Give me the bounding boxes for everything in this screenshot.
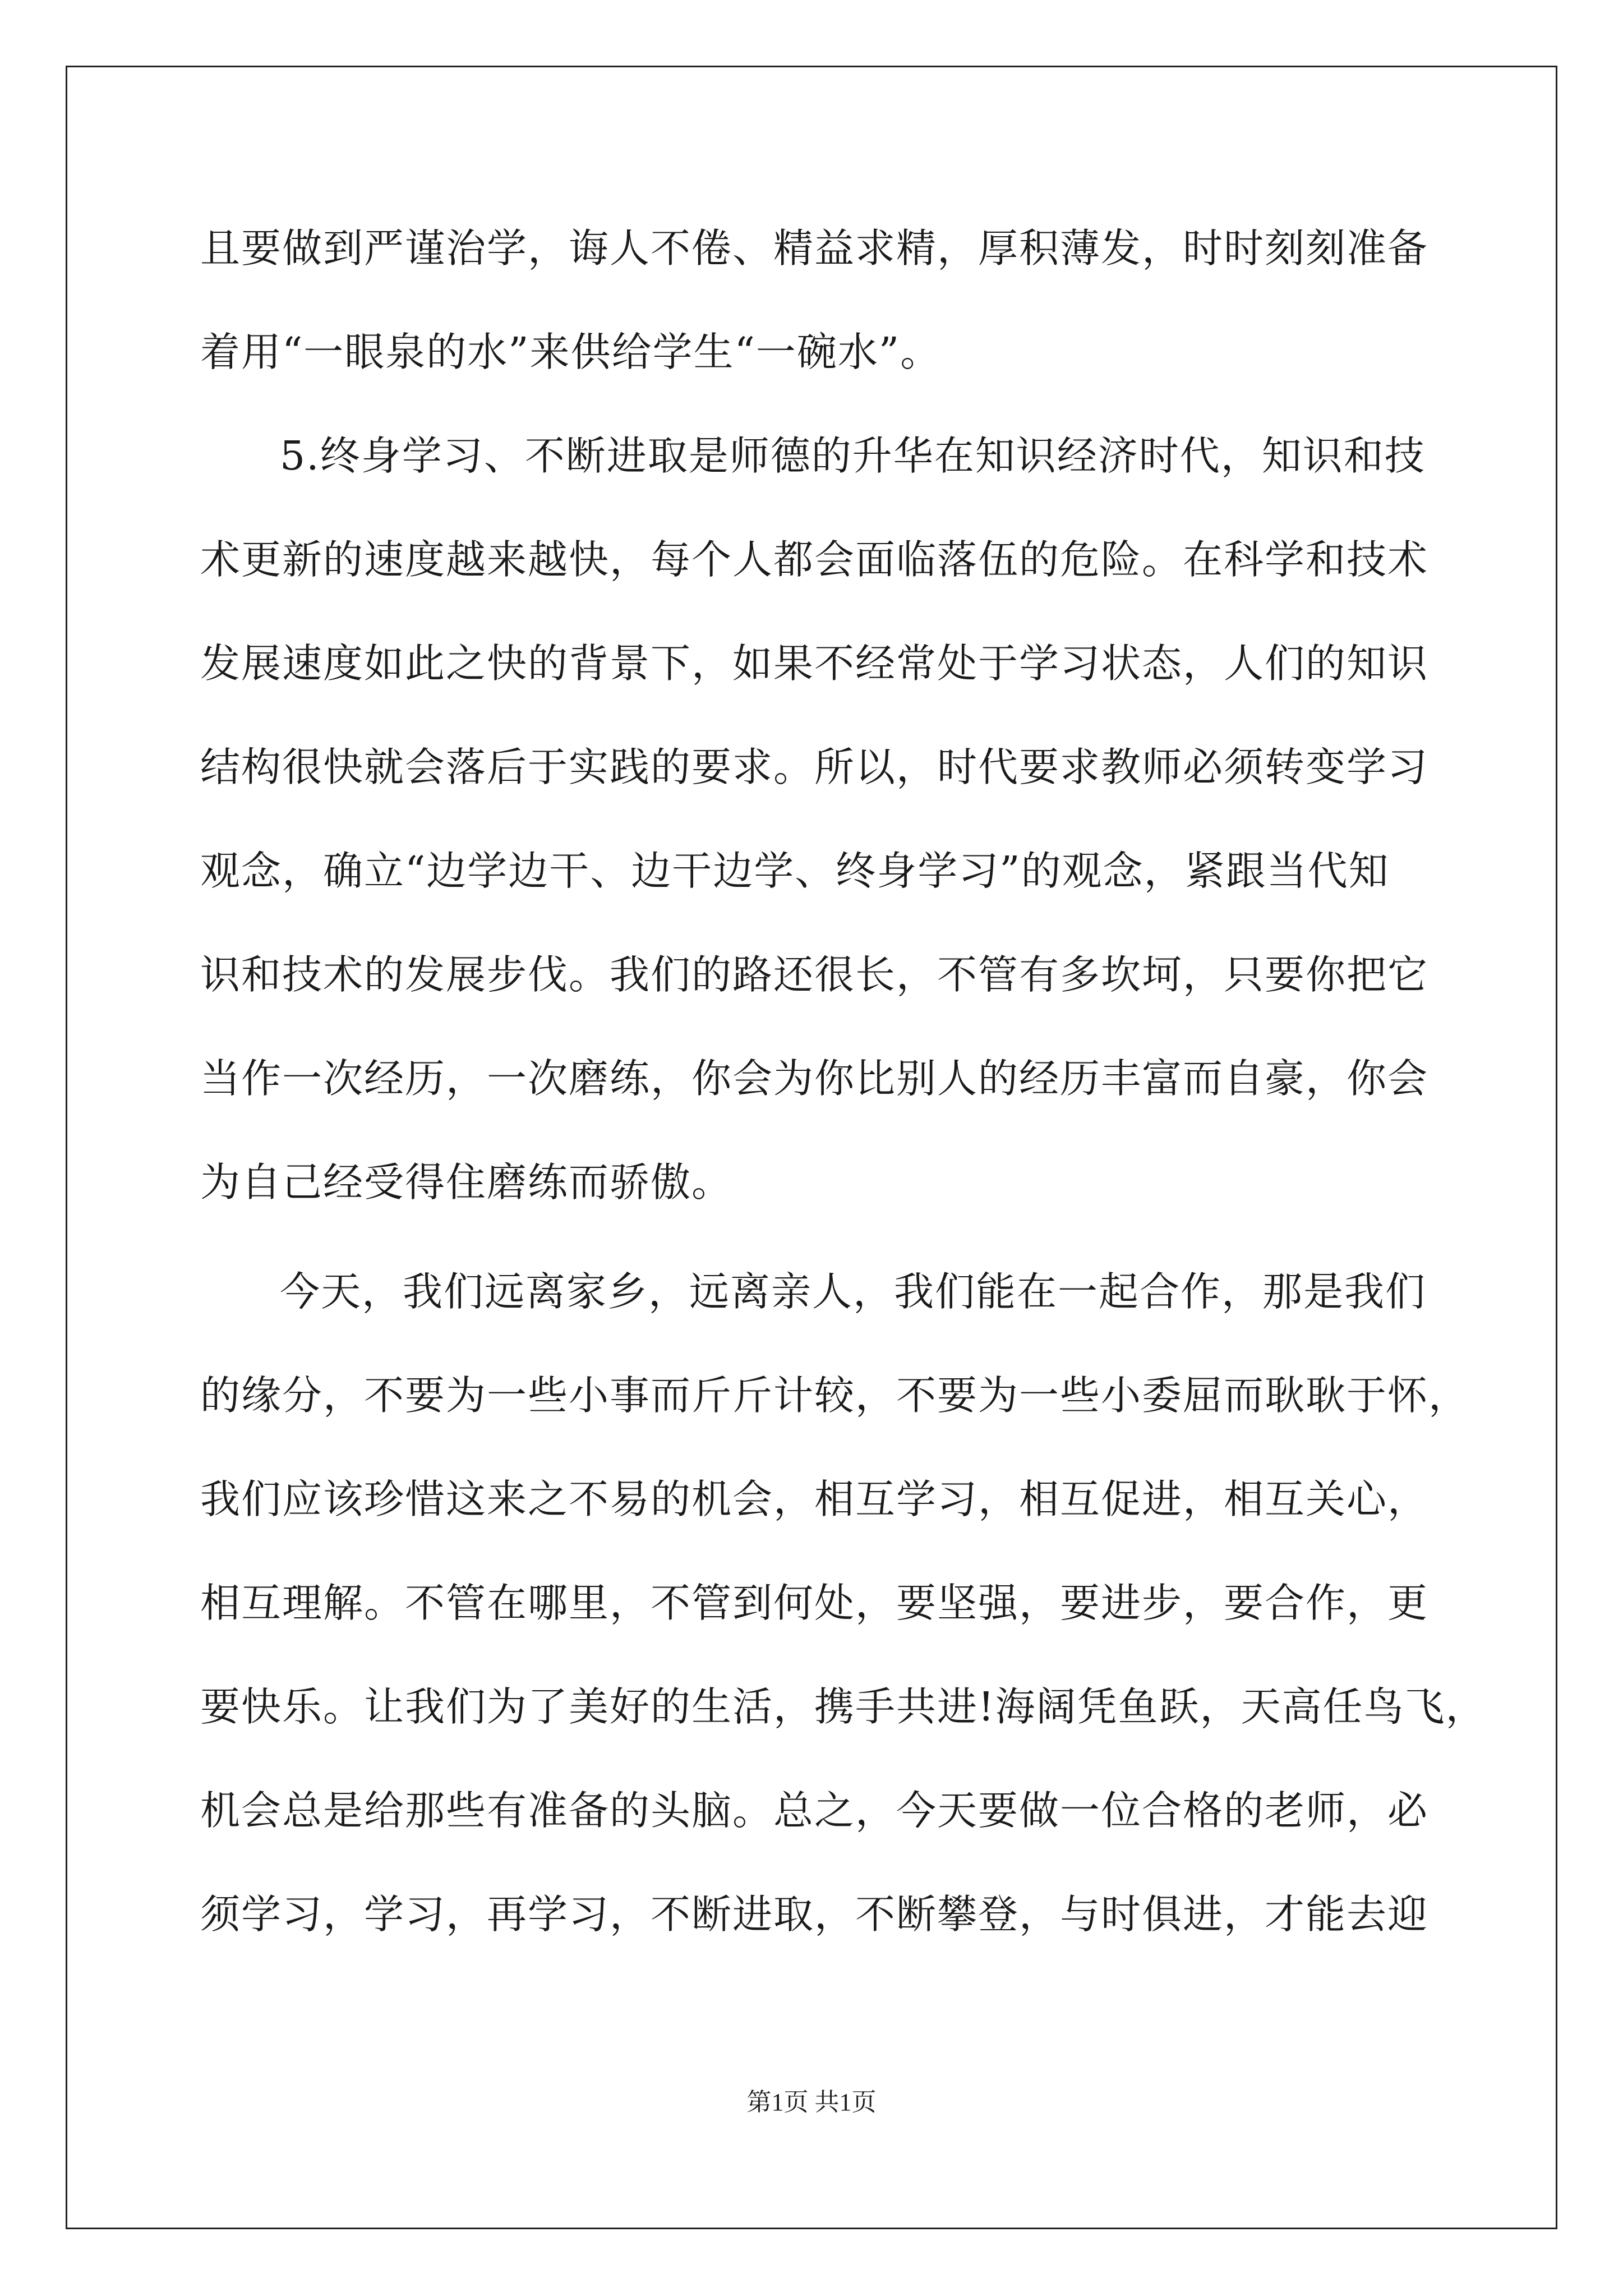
text-line: 当作一次经历，一次磨练，你会为你比别人的经历丰富而自豪，你会 bbox=[200, 1055, 1429, 1102]
text-line: 要快乐。让我们为了美好的生活，携手共进!海阔凭鱼跃，天高任鸟飞， bbox=[200, 1683, 1487, 1730]
text-line: 机会总是给那些有准备的头脑。总之，今天要做一位合格的老师，必 bbox=[200, 1787, 1429, 1834]
text-line: 的缘分，不要为一些小事而斤斤计较，不要为一些小委屈而耿耿于怀， bbox=[200, 1372, 1470, 1419]
text-line: 着用“一眼泉的水”来供给学生“一碗水”。 bbox=[200, 329, 942, 375]
text-line: 相互理解。不管在哪里，不管到何处，要坚强，要进步，要合作，更 bbox=[200, 1580, 1429, 1626]
paragraph-start-line: 今天，我们远离家乡，远离亲人，我们能在一起合作，那是我们 bbox=[280, 1268, 1427, 1315]
text-line: 观念，确立“边学边干、边干边学、终身学习”的观念，紧跟当代知 bbox=[200, 848, 1390, 894]
paragraph-start-line: 5.终身学习、不断进取是师德的升华在知识经济时代，知识和技 bbox=[280, 432, 1426, 479]
text-line: 且要做到严谨治学，诲人不倦、精益求精，厚积薄发，时时刻刻准备 bbox=[200, 225, 1429, 272]
page-number-footer: 第1页 共1页 bbox=[746, 2088, 877, 2116]
text-line: 结构很快就会落后于实践的要求。所以，时代要求教师必须转变学习 bbox=[200, 744, 1429, 790]
text-line: 术更新的速度越来越快，每个人都会面临落伍的危险。在科学和技术 bbox=[200, 536, 1429, 583]
text-line: 识和技术的发展步伐。我们的路还很长，不管有多坎坷，只要你把它 bbox=[200, 951, 1429, 998]
text-line: 我们应该珍惜这来之不易的机会，相互学习，相互促进，相互关心， bbox=[200, 1476, 1429, 1522]
text-line: 须学习，学习，再学习，不断进取，不断攀登，与时俱进，才能去迎 bbox=[200, 1891, 1429, 1938]
text-line: 发展速度如此之快的背景下，如果不经常处于学习状态，人们的知识 bbox=[200, 640, 1429, 687]
text-line: 为自己经受得住磨练而骄傲。 bbox=[200, 1159, 733, 1205]
